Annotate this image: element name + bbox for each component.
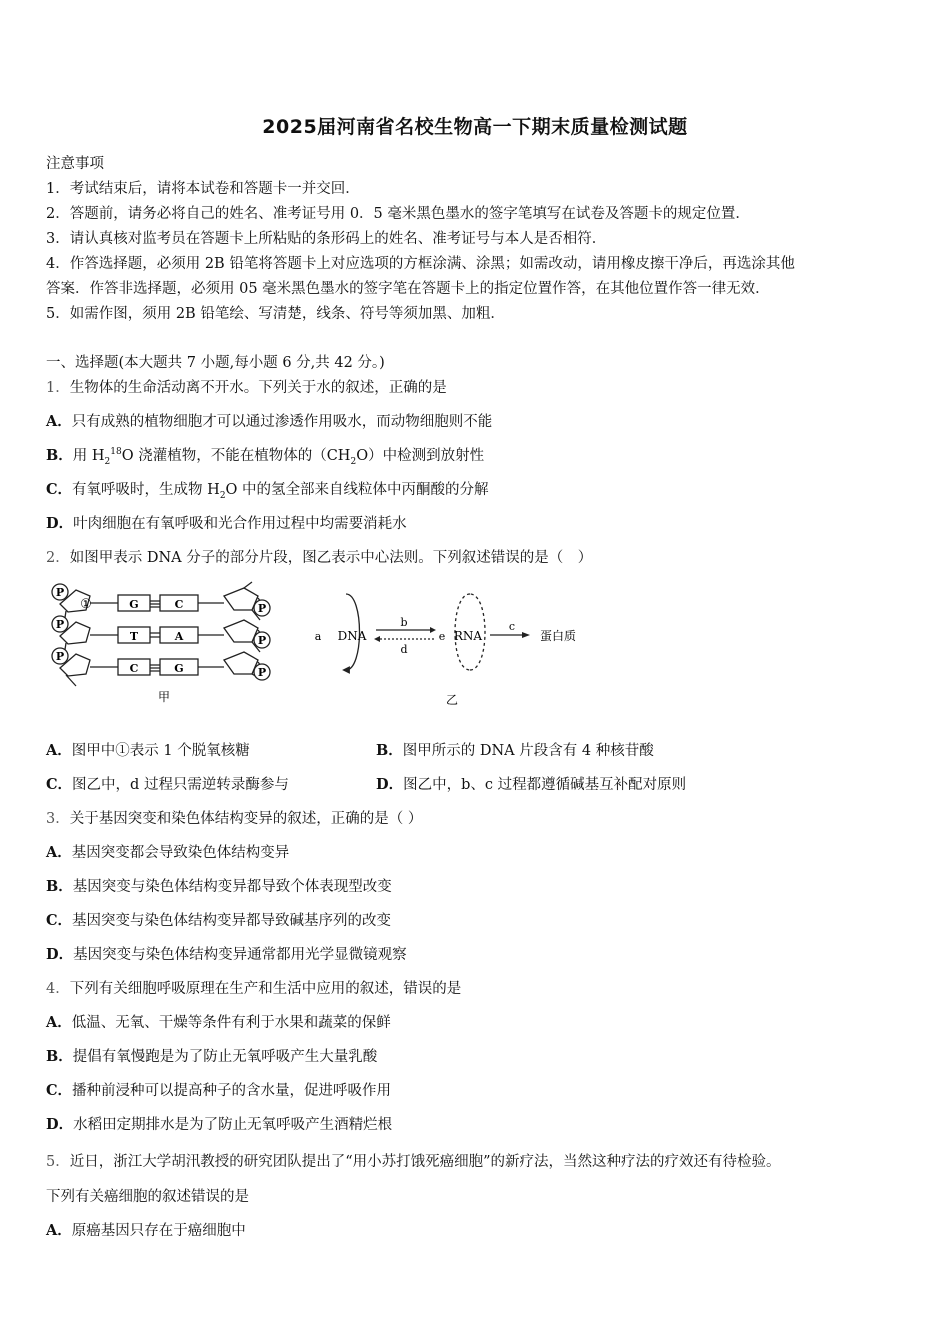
base-label: C [174,598,184,611]
question-5-option-a: A．原癌基因只存在于癌细胞中 [46,1222,246,1239]
question-3-option-b: B．基因突变与染色体结构变异都导致个体表现型改变 [46,878,392,895]
base-label: G [129,598,139,611]
question-1-option-a: A．只有成熟的植物细胞才可以通过渗透作用吸水，而动物细胞则不能 [46,413,493,430]
notice-item: 2．答题前，请务必将自己的姓名、准考证号用 0．5 毫米黑色墨水的签字笔填写在试卷及答题卡的规定位置． [46,206,750,222]
process-e-label: e [438,630,446,643]
base-label: C [129,662,139,675]
process-b-label: b [400,616,408,629]
rna-label: RNA [453,629,483,643]
question-1-option-d: D．叶肉细胞在有氧呼吸和光合作用过程中均需要消耗水 [46,515,407,532]
phosphate-label: P [55,650,65,663]
figure-yi-label: 乙 [445,693,459,707]
phosphate-label: P [257,666,267,679]
question-3-option-a: A．基因突变都会导致染色体结构变异 [46,844,290,861]
question-1-option-b: B．用 $H_2^{18}O$ 浇灌植物，不能在植物体的$(CH_2O)$中检测到放射性 [46,447,485,467]
question-number: 4． [46,981,70,997]
question-number: 3． [46,811,70,827]
protein-label: 蛋白质 [539,629,577,643]
question-2-option-c: C．图乙中，d 过程只需逆转录酶参与 [46,776,289,793]
question-3-option-c: C．基因突变与染色体结构变异都导致碱基序列的改变 [46,912,392,929]
figure-svg [46,580,606,710]
question-3-option-d: D．基因突变与染色体结构变异通常都用光学显微镜观察 [46,946,407,963]
question-4-option-c: C．播种前浸种可以提高种子的含水量，促进呼吸作用 [46,1082,392,1099]
question-5-stem: 5．近日，浙江大学胡汛教授的研究团队提出了“用小苏打饿死癌细胞”的新疗法，当然这种疗法的疗效还有待检验。 [46,1154,781,1170]
notice-item: 4．作答选择题，必须用 2B 铅笔将答题卡上对应选项的方框涂满、涂黑；如需改动，请用橡皮擦干净后，再选涂其他 [46,256,795,272]
circle-one-label: ① [80,597,92,612]
phosphate-label: P [257,634,267,647]
notice-item: 答案．作答非选择题，必须用 05 毫米黑色墨水的签字笔在答题卡上的指定位置作答，在其他位置作答一律无效． [46,281,770,297]
question-2-option-a: A．图甲中①表示 1 个脱氧核糖 [46,742,250,759]
page-title: 2025届河南省名校生物高一下期末质量检测试题 [262,116,688,138]
dna-figure [46,580,606,710]
question-2-option-d: D．图乙中，b、c 过程都遵循碱基互补配对原则 [376,776,687,793]
question-2-option-b: B．图甲所示的 DNA 片段含有 4 种核苷酸 [376,742,654,759]
notice-item: 1．考试结束后，请将本试卷和答题卡一并交回． [46,181,360,197]
figure-jia-label: 甲 [157,690,171,704]
base-label: G [174,662,184,675]
question-4-option-b: B．提倡有氧慢跑是为了防止无氧呼吸产生大量乳酸 [46,1048,378,1065]
phosphate-label: P [257,602,267,615]
notice-heading: 注意事项 [46,156,104,172]
process-c-label: c [508,620,516,633]
dna-label: DNA [337,629,367,643]
notice-item: 5．如需作图，须用 2B 铅笔绘、写清楚，线条、符号等须加黑、加粗． [46,306,505,322]
question-4-option-d: D．水稻田定期排水是为了防止无氧呼吸产生酒精烂根 [46,1116,393,1133]
question-1-stem: 1．生物体的生命活动离不开水。下列关于水的叙述，正确的是 [46,380,447,396]
process-a-label: a [314,630,322,643]
notice-item: 3．请认真核对监考员在答题卡上所粘贴的条形码上的姓名、准考证号与本人是否相符． [46,231,607,247]
question-3-stem: 3．关于基因突变和染色体结构变异的叙述，正确的是（ ） [46,811,423,827]
question-4-stem: 4．下列有关细胞呼吸原理在生产和生活中应用的叙述，错误的是 [46,981,462,997]
process-d-label: d [400,643,408,656]
question-number: 1． [46,380,70,396]
question-5-stem-continued: 下列有关癌细胞的叙述错误的是 [46,1189,249,1205]
base-label: A [174,630,184,643]
phosphate-label: P [55,618,65,631]
question-2-stem: 2．如图甲表示 DNA 分子的部分片段，图乙表示中心法则。下列叙述错误的是（ ） [46,550,593,566]
question-number: 2． [46,550,70,566]
question-4-option-a: A．低温、无氧、干燥等条件有利于水果和蔬菜的保鲜 [46,1014,391,1031]
question-number: 5． [46,1154,70,1170]
question-1-option-c: C．有氧呼吸时，生成物 $H_2O$ 中的氢全部来自线粒体中丙酮酸的分解 [46,481,489,501]
section-heading: 一、选择题(本大题共 7 小题,每小题 6 分,共 42 分。) [46,355,385,371]
base-label: T [129,630,139,643]
phosphate-label: P [55,586,65,599]
